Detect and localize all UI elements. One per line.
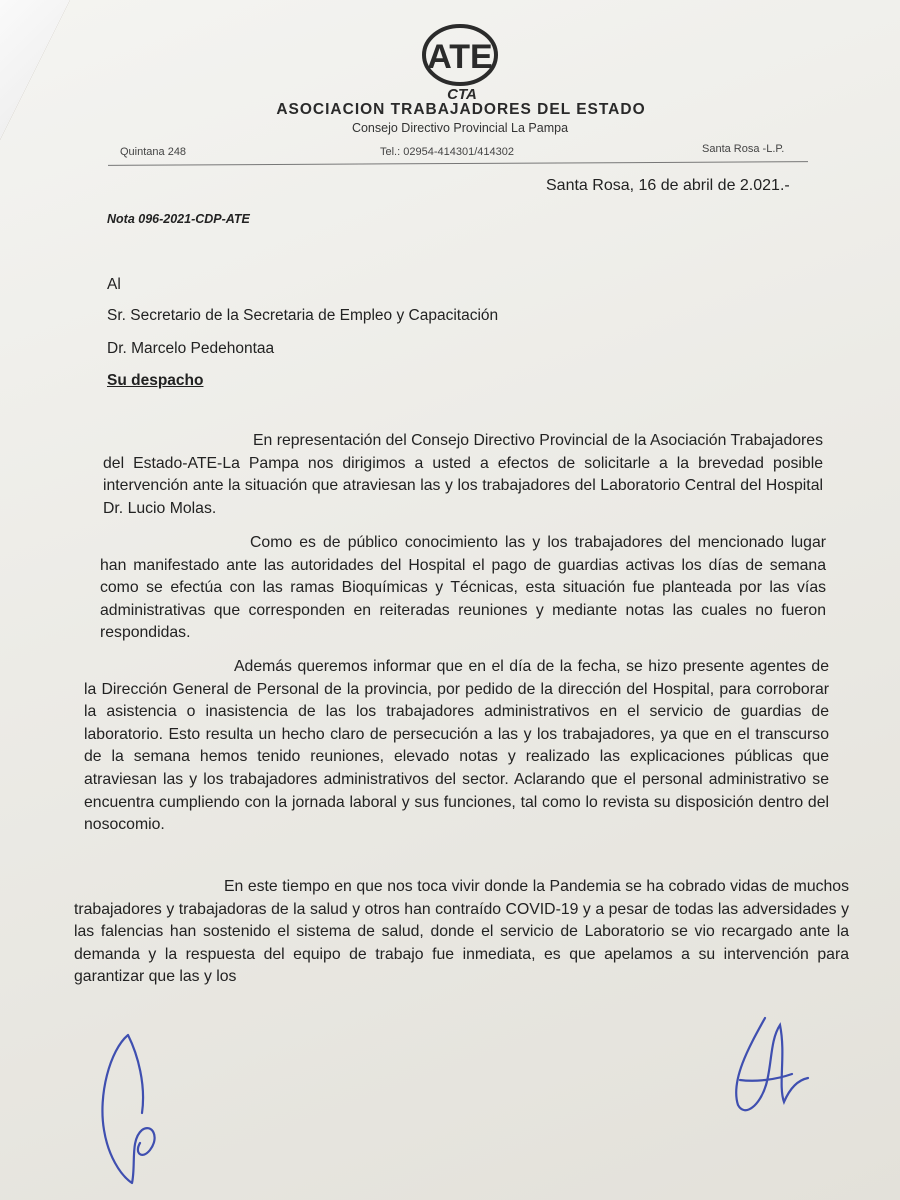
addressee-closing: Su despacho (107, 372, 204, 389)
addressee-position: Sr. Secretario de la Secretaria de Empleo y Capacitación (107, 307, 499, 324)
council-name: Consejo Directivo Provincial La Pampa (351, 121, 569, 135)
date-line: Santa Rosa, 16 de abril de 2.021.- (546, 177, 790, 194)
organization-name: ASOCIACION TRABAJADORES DEL ESTADO (276, 101, 646, 118)
body-paragraph-4: En este tiempo en que nos toca vivir donde la Pandemia se ha cobrado vidas de muchos trabajadores y trabajadoras de la salud y otros han contraído COVID-19 y a pesar de todas las adversidades y las falencias han sostenido el sistema de salud, donde el servicio de Laboratorio se vio recargado ante la demanda y la respuesta del equipo de trabajo fue inmediata, es que apelamos a su intervención para garantizar que las y los (74, 878, 849, 986)
body-paragraph-3: Además queremos informar que en el día de la fecha, se hizo presente agentes de la Dirección General de Personal de la provincia, por pedido de la dirección del Hospital, para corroborar la asistencia o inasistencia de las los trabajadores administrativos en el servicio de guardias de laboratorio. Esto resulta un hecho claro de persecución a las y los trabajadores, ya que en el transcurso de la semana hemos tenido reuniones, elevado notas y realizado las explicaciones públicas que atraviesan las y los trabajadores administrativos del sector. Aclarando que el personal administrativo se encuentra cumpliendo con la jornada laboral y sus funciones, tal como lo revista su disposición dentro del nosocomio. (84, 658, 829, 834)
letterhead-address: Quintana 248 (120, 146, 187, 158)
letterhead-city: Santa Rosa -L.P. (702, 143, 785, 155)
addressee-name: Dr. Marcelo Pedehontaa (107, 340, 275, 357)
logo-text: ATE (427, 38, 493, 76)
note-number: Nota 096-2021-CDP-ATE (107, 212, 250, 226)
ate-logo (420, 24, 500, 102)
letterhead-phone: Tel.: 02954-414301/414302 (380, 146, 514, 158)
addressee-to: Al (107, 276, 121, 293)
body-paragraph-2: Como es de público conocimiento las y los trabajadores del mencionado lugar han manifestado ante las autoridades del Hospital el pago de guardias activas los días de semana como se efectúa con las ramas Bioquímicas y Técnicas, esta situación fue planteada por las vías administrativas que corresponden en reiteradas reuniones y mediante notas las cuales no fueron respondidas. (100, 534, 826, 642)
left-signature (90, 1025, 180, 1190)
body-paragraph-1: En representación del Consejo Directivo Provincial de la Asociación Trabajadores del Estado-ATE-La Pampa nos dirigimos a usted a efectos de solicitarle a la brevedad posible intervención ante la situación que atraviesan las y los trabajadores del Laboratorio Central del Hospital Dr. Lucio Molas. (103, 432, 823, 517)
right-signature (720, 1010, 815, 1120)
logo-subtext: CTA (447, 86, 477, 102)
